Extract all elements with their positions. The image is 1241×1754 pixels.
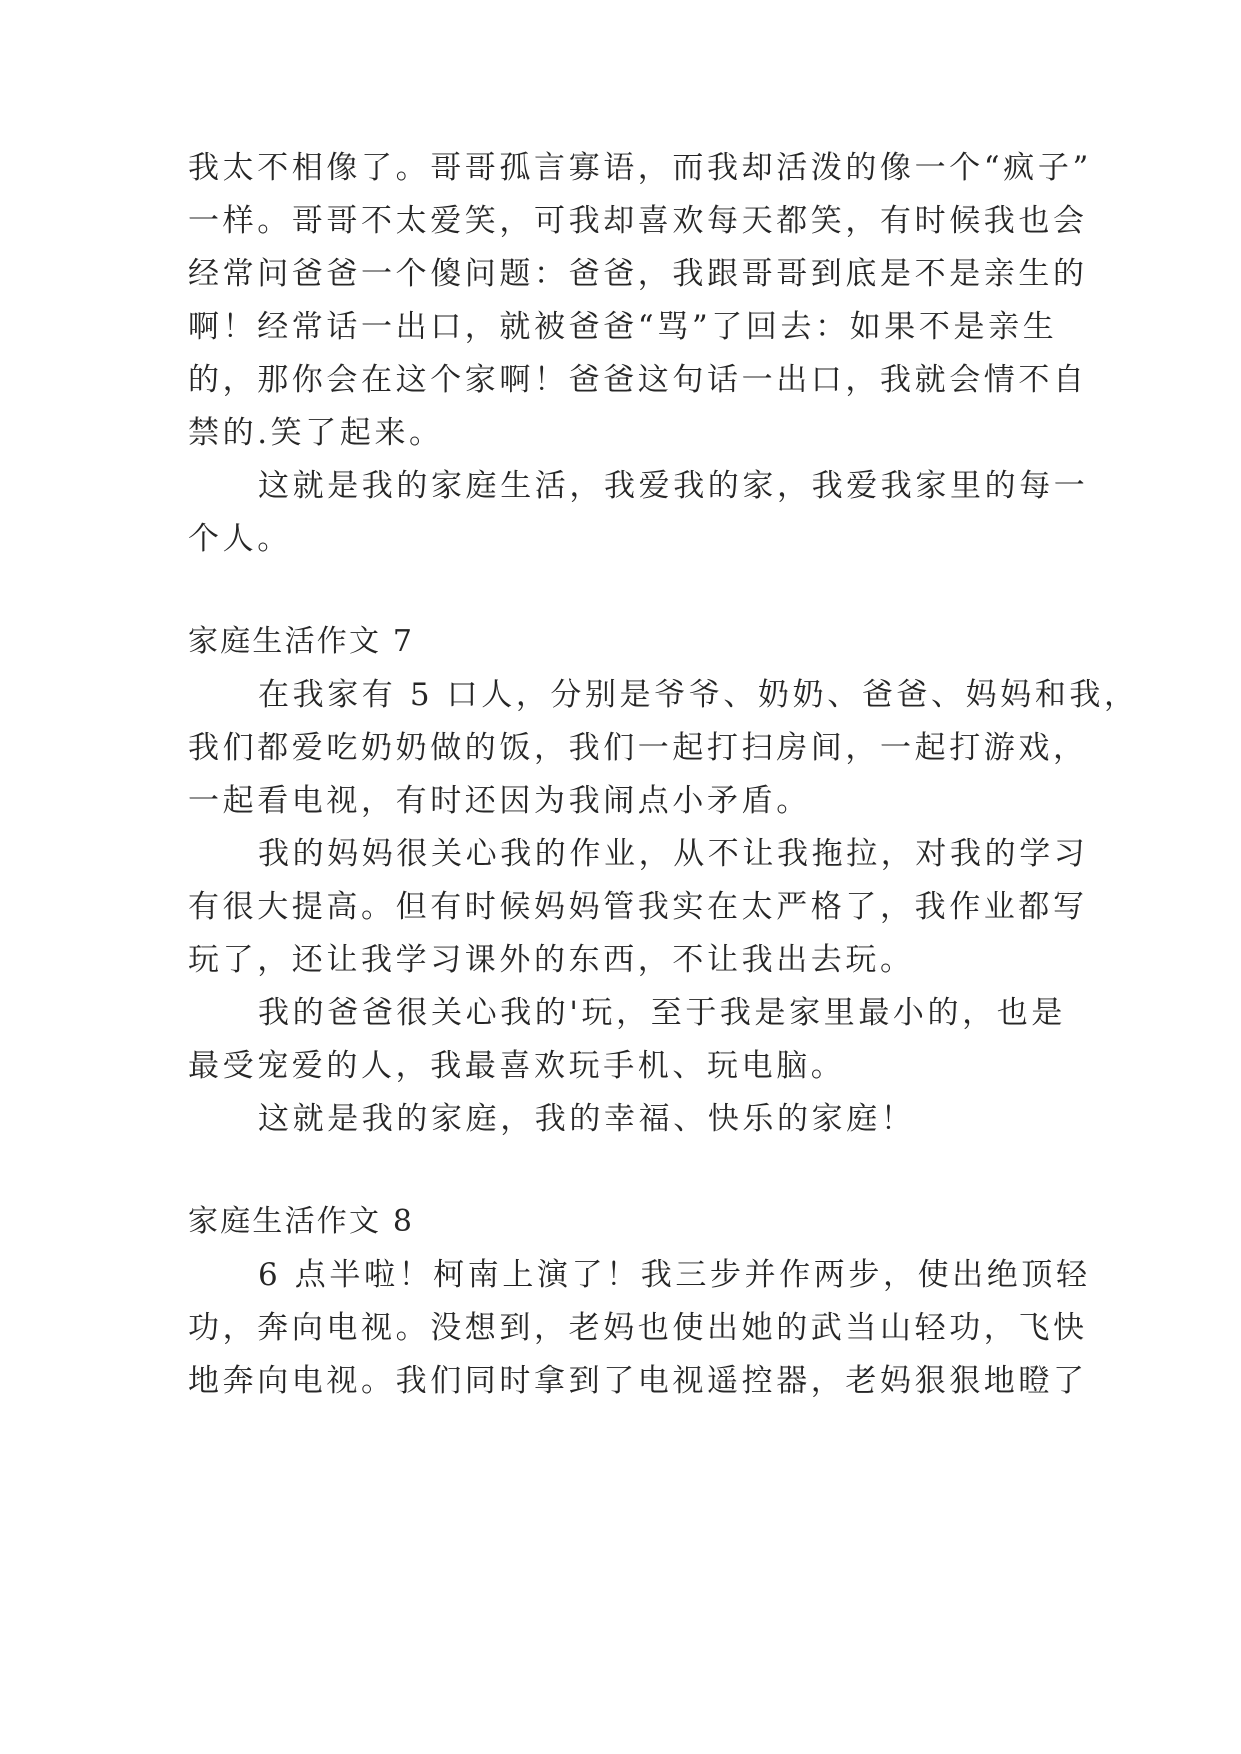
paragraph-line: 个人。 xyxy=(188,521,292,557)
paragraph-line: 经常问爸爸一个傻问题：爸爸，我跟哥哥到底是不是亲生的 xyxy=(188,256,1088,292)
section-heading: 家庭生活作文 8 xyxy=(188,1204,415,1239)
paragraph-line: 一样。哥哥不太爱笑，可我却喜欢每天都笑，有时候我也会 xyxy=(188,203,1088,239)
paragraph-line: 地奔向电视。我们同时拿到了电视遥控器，老妈狠狠地瞪了 xyxy=(188,1363,1088,1399)
paragraph-line: 的，那你会在这个家啊！爸爸这句话一出口，我就会情不自 xyxy=(188,362,1088,398)
paragraph-line: 我太不相像了。哥哥孤言寡语，而我却活泼的像一个“疯子” xyxy=(188,150,1092,186)
paragraph-line: 有很大提高。但有时候妈妈管我实在太严格了，我作业都写 xyxy=(188,889,1088,925)
paragraph-line: 在我家有 5 口人，分别是爷爷、奶奶、爸爸、妈妈和我， xyxy=(258,677,1139,713)
paragraph-line: 我们都爱吃奶奶做的饭，我们一起打扫房间，一起打游戏， xyxy=(188,730,1088,766)
paragraph-line: 啊！经常话一出口，就被爸爸“骂”了回去：如果不是亲生 xyxy=(188,309,1058,345)
paragraph-line: 禁的.笑了起来。 xyxy=(188,415,444,451)
paragraph-line: 这就是我的家庭生活，我爱我的家，我爱我家里的每一 xyxy=(258,468,1089,504)
paragraph-line: 这就是我的家庭，我的幸福、快乐的家庭！ xyxy=(258,1101,916,1137)
paragraph-line: 我的爸爸很关心我的'玩，至于我是家里最小的，也是 xyxy=(258,995,1066,1031)
paragraph-line: 我的妈妈很关心我的作业，从不让我拖拉，对我的学习 xyxy=(258,836,1089,872)
paragraph-line: 功，奔向电视。没想到，老妈也使出她的武当山轻功，飞快 xyxy=(188,1310,1088,1346)
paragraph-line: 玩了，还让我学习课外的东西，不让我出去玩。 xyxy=(188,942,915,978)
paragraph-line: 6 点半啦！柯南上演了！我三步并作两步，使出绝顶轻 xyxy=(258,1257,1091,1293)
paragraph-line: 一起看电视，有时还因为我闹点小矛盾。 xyxy=(188,783,811,819)
section-heading: 家庭生活作文 7 xyxy=(188,624,415,659)
paragraph-line: 最受宠爱的人，我最喜欢玩手机、玩电脑。 xyxy=(188,1048,846,1084)
